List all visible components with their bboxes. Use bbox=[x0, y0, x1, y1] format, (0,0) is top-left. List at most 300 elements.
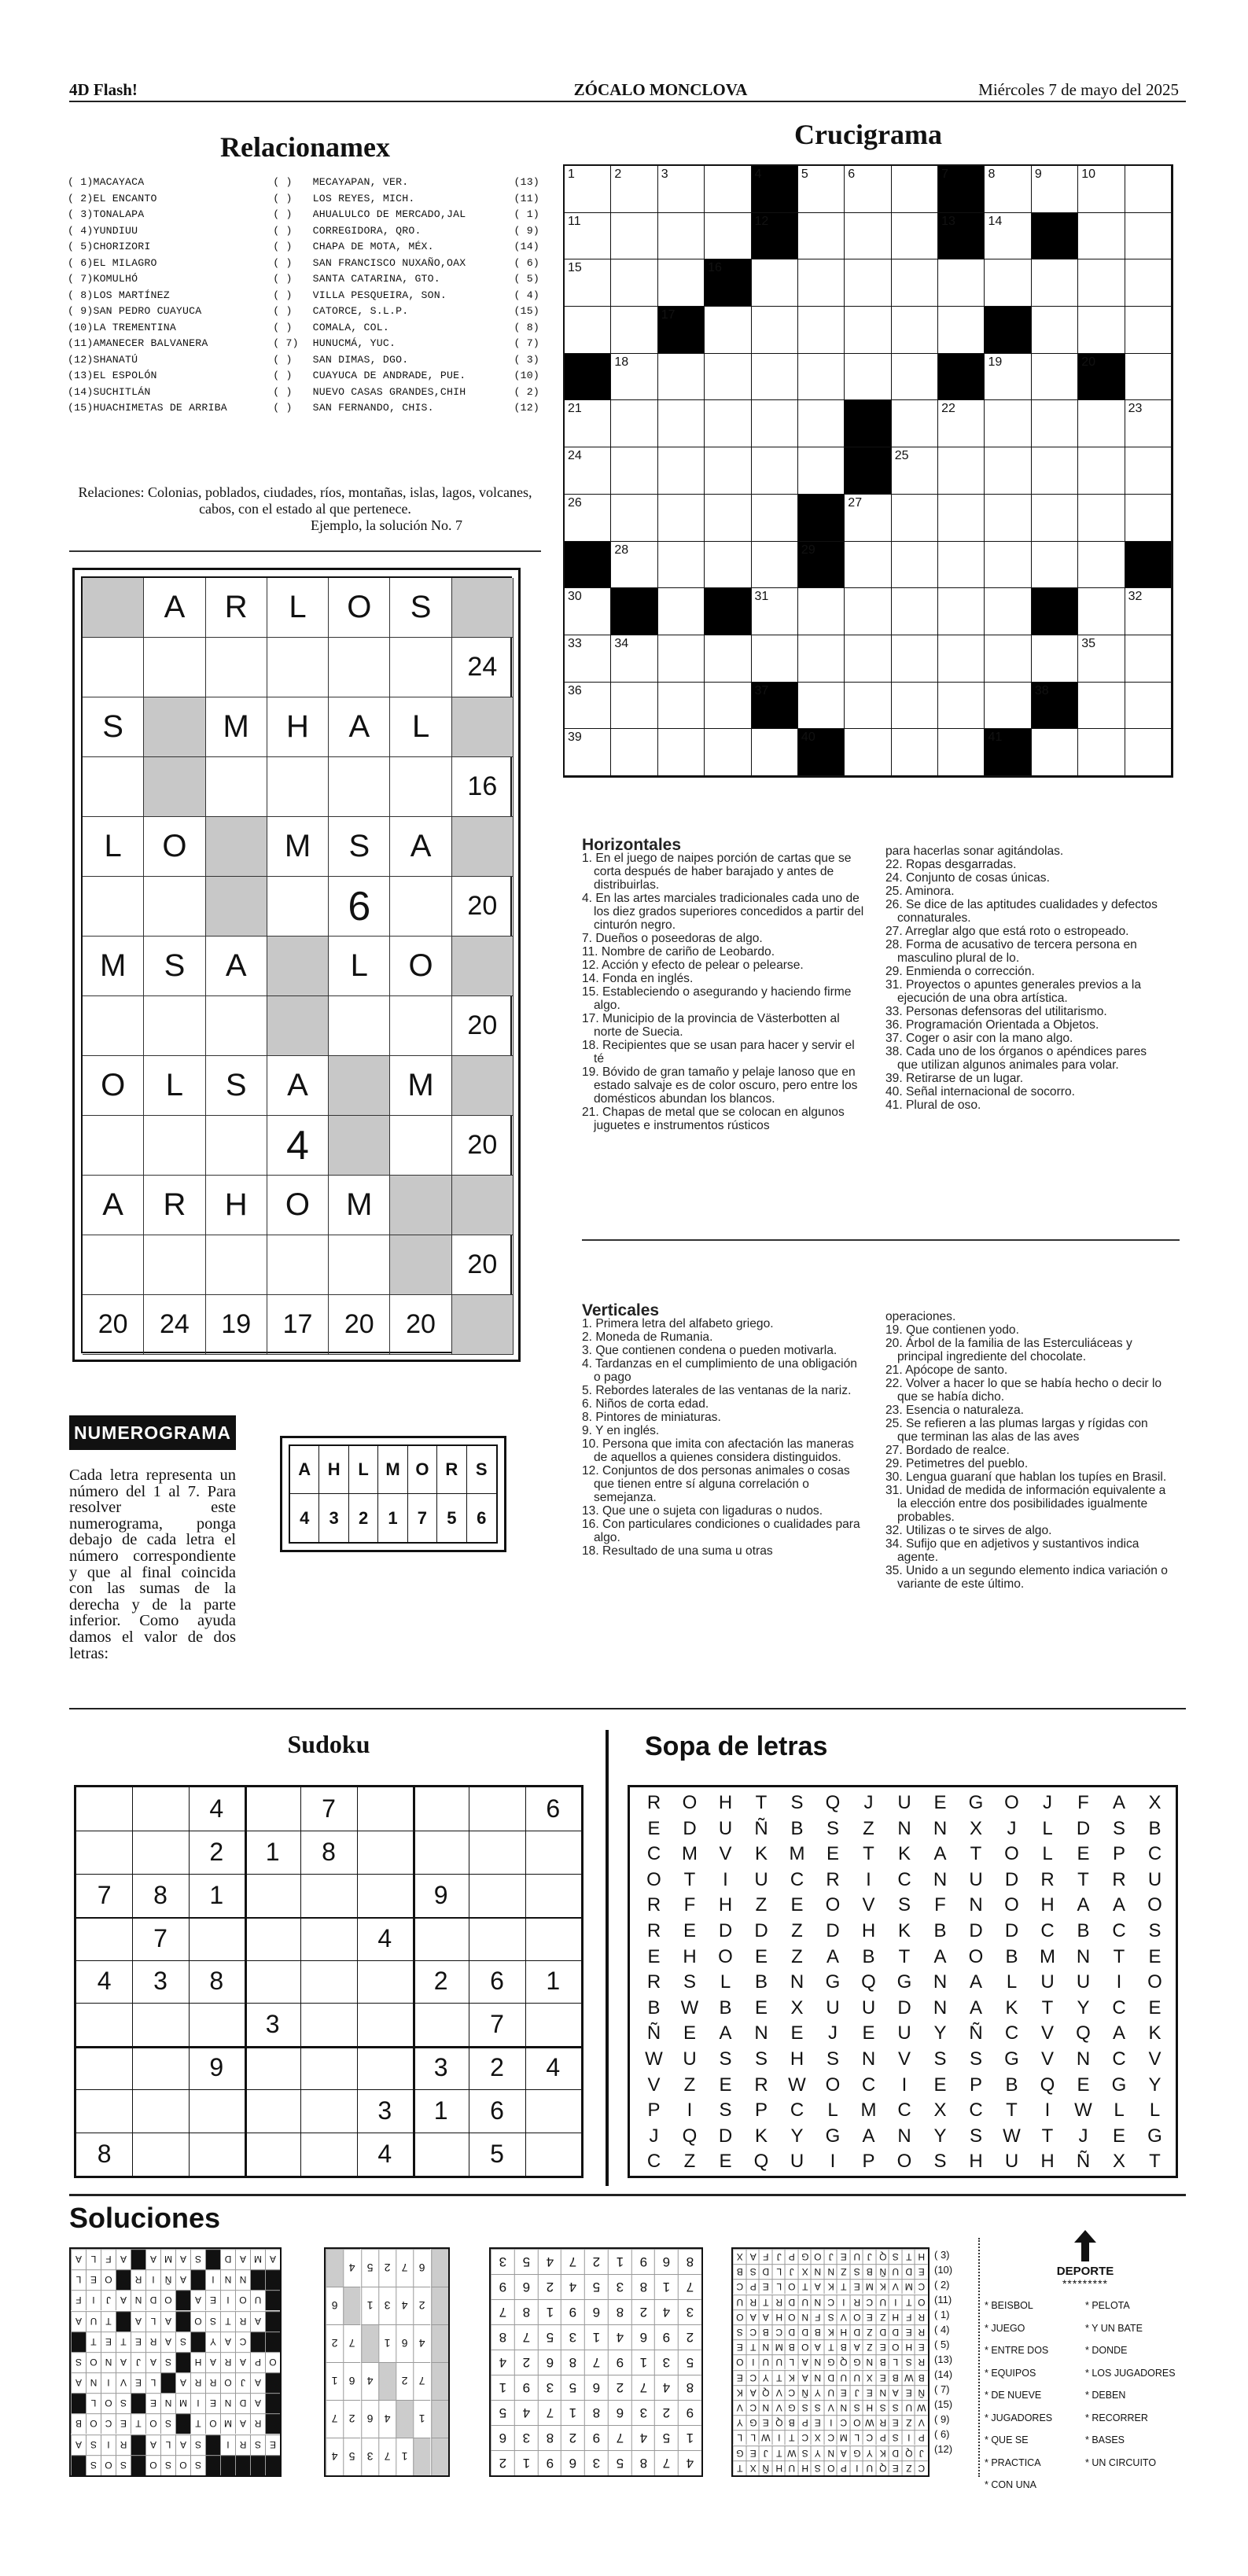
word-search-letter: E bbox=[683, 1920, 696, 1941]
solution-cell bbox=[205, 2434, 220, 2455]
solution-rel-number: (12) bbox=[934, 2443, 953, 2455]
numerograma-cell bbox=[452, 937, 514, 996]
solution-cell: T bbox=[785, 2430, 798, 2445]
word-search-letter: M bbox=[682, 1843, 698, 1865]
solution-cell: N bbox=[863, 2354, 876, 2369]
word-search-letter: K bbox=[1005, 1996, 1018, 2018]
word-search-letter: P bbox=[1112, 1843, 1125, 1865]
crossword-cell bbox=[752, 259, 798, 307]
word-search-grid bbox=[628, 1785, 1178, 2178]
solution-cell: I bbox=[220, 2290, 235, 2310]
crossword-cell bbox=[892, 729, 938, 776]
word-search-letter: Q bbox=[753, 2151, 769, 2173]
solution-cell: E bbox=[265, 2434, 280, 2455]
solution-cell: 6 bbox=[584, 2299, 608, 2324]
solution-cell: S bbox=[811, 2460, 824, 2475]
crossword-cell bbox=[705, 635, 751, 683]
crossword-cell bbox=[658, 400, 705, 447]
solution-cell bbox=[131, 2455, 145, 2475]
word-search-letter: O bbox=[1147, 1971, 1162, 1993]
word-search-letter: R bbox=[826, 1868, 840, 1890]
solution-cell bbox=[116, 2311, 131, 2331]
solution-cell: A bbox=[811, 2339, 824, 2354]
crossword-cell bbox=[798, 259, 845, 307]
word-search-letter: Y bbox=[790, 2125, 804, 2147]
word-search-letter: N bbox=[754, 2022, 768, 2044]
word-search-letter: Y bbox=[933, 2125, 947, 2147]
word-search-letter: K bbox=[897, 1920, 911, 1941]
crossword-cell bbox=[798, 683, 845, 730]
numerograma-cell bbox=[206, 638, 267, 697]
numerograma-cell bbox=[329, 1235, 390, 1295]
solution-cell: H bbox=[889, 2309, 902, 2324]
solution-cell: C bbox=[235, 2331, 250, 2352]
word-search-letter: K bbox=[754, 2125, 768, 2147]
solution-cell: S bbox=[116, 2393, 131, 2413]
solution-cell: 6 bbox=[326, 2287, 343, 2324]
word-search-letter: B bbox=[862, 1945, 875, 1967]
solution-cell: 9 bbox=[561, 2299, 584, 2324]
key-letter: A bbox=[290, 1446, 319, 1494]
word-search-letter: W bbox=[788, 2074, 806, 2096]
solution-cell: A bbox=[759, 2309, 772, 2324]
sudoku-grid bbox=[74, 1785, 584, 2178]
word-search-letter: P bbox=[647, 2099, 661, 2122]
solution-cell: N bbox=[220, 2393, 235, 2413]
solution-cell: R bbox=[876, 2415, 889, 2430]
crossword-black-cell bbox=[1125, 542, 1172, 589]
numerograma-cell: 24 bbox=[144, 1295, 205, 1355]
solution-cell: S bbox=[160, 2455, 175, 2475]
crossword-cell bbox=[985, 588, 1031, 635]
solution-cell: R bbox=[190, 2372, 205, 2393]
sudoku-given: 8 bbox=[209, 1967, 224, 1996]
crossword-cell bbox=[1032, 542, 1078, 589]
word-search-letter: B bbox=[754, 1971, 768, 1993]
crossword-cell bbox=[892, 542, 938, 589]
crossword-black-cell bbox=[705, 588, 751, 635]
solution-cell: 8 bbox=[678, 2375, 701, 2400]
solution-cell: P bbox=[785, 2249, 798, 2264]
solution-cell: E bbox=[746, 2445, 760, 2460]
solution-cell: K bbox=[876, 2445, 889, 2460]
crossword-black-cell bbox=[1032, 213, 1078, 260]
solution-cell: T bbox=[86, 2331, 101, 2352]
rel-item: (11)AMANECER BALVANERA bbox=[68, 337, 208, 349]
sudoku-given: 3 bbox=[153, 1967, 168, 1996]
solution-cell: S bbox=[889, 2249, 902, 2264]
word-search-letter: A bbox=[826, 1945, 839, 1967]
numerograma-cell: O bbox=[267, 1176, 329, 1235]
rel-number: (15) bbox=[514, 305, 539, 317]
crossword-cell bbox=[705, 400, 751, 447]
numerograma-cell bbox=[144, 996, 205, 1056]
word-search-letter: Ñ bbox=[646, 2022, 661, 2044]
solution-cell: H bbox=[863, 2400, 876, 2415]
word-search-letter: E bbox=[719, 2074, 732, 2096]
word-search-letter: U bbox=[969, 1868, 983, 1890]
solution-rel-number: ( 6) bbox=[934, 2428, 950, 2440]
word-search-letter: V bbox=[862, 1894, 875, 1916]
rel-answer-slot: ( ) bbox=[273, 273, 293, 285]
solution-cell: D bbox=[759, 2264, 772, 2279]
rel-state: VILLA PESQUEIRA, SON. bbox=[312, 289, 447, 301]
solution-cell bbox=[175, 2352, 190, 2372]
relacionamex-row bbox=[68, 271, 539, 288]
word-search-letter: K bbox=[754, 1843, 768, 1865]
sudoku-given: 1 bbox=[265, 1837, 280, 1866]
solution-cell: B bbox=[759, 2324, 772, 2339]
word-search-letter: E bbox=[1077, 2074, 1090, 2096]
word-search-letter: G bbox=[1147, 2125, 1162, 2147]
crossword-cell bbox=[892, 307, 938, 354]
word-search-letter: Q bbox=[825, 1792, 841, 1813]
clue-text: 21. Chapas de metal que se colocan en algunos juguetes e instrumentos rústicos bbox=[582, 1106, 845, 1132]
solution-cell: A bbox=[746, 2249, 760, 2264]
numerograma-cell bbox=[390, 1235, 451, 1295]
solution-cell: Z bbox=[863, 2339, 876, 2354]
clue-text: 31. Proyectos o apuntes generales previos a la ejecución de una obra artística. bbox=[885, 978, 1142, 1005]
word-search-letter: W bbox=[680, 1996, 699, 2018]
solution-cell: A bbox=[746, 2385, 760, 2400]
solution-cell bbox=[265, 2372, 280, 2393]
word-list-title: DEPORTE bbox=[1056, 2265, 1114, 2278]
crossword-cell bbox=[1125, 213, 1172, 260]
crossword-clue-number: 16 bbox=[708, 261, 722, 275]
solution-cell bbox=[413, 2438, 430, 2475]
numerograma-cell bbox=[144, 1116, 205, 1176]
solution-cell: X bbox=[863, 2370, 876, 2385]
solution-cell: Z bbox=[902, 2460, 915, 2475]
solution-cell: S bbox=[824, 2309, 838, 2324]
solution-cell: R bbox=[116, 2434, 131, 2455]
solution-cell: I bbox=[101, 2434, 116, 2455]
solution-cell bbox=[265, 2393, 280, 2413]
solution-cell: P bbox=[250, 2352, 265, 2372]
solution-cell: W bbox=[902, 2370, 915, 2385]
solution-cell: I bbox=[889, 2294, 902, 2309]
crossword-clue-number: 5 bbox=[801, 167, 808, 181]
relacionamex-row bbox=[68, 288, 539, 304]
word-search-letter: D bbox=[1076, 1817, 1091, 1839]
crossword-cell bbox=[611, 683, 657, 730]
solution-cell: W bbox=[863, 2415, 876, 2430]
solution-cell: S bbox=[160, 2352, 175, 2372]
sudoku-given: 2 bbox=[490, 2053, 504, 2082]
crossword-clue-number: 29 bbox=[801, 543, 815, 557]
solution-cell: 4 bbox=[326, 2438, 343, 2475]
crossword-black-cell bbox=[845, 400, 891, 447]
solution-cell: C bbox=[101, 2413, 116, 2434]
clue-text: 22. Ropas desgarradas. bbox=[885, 858, 1017, 871]
clue-text: 26. Se dice de las aptitudes cualidades y defectos connaturales. bbox=[885, 898, 1158, 925]
solution-cell: Q bbox=[876, 2249, 889, 2264]
solution-cell bbox=[235, 2455, 250, 2475]
solution-cell: A bbox=[160, 2311, 175, 2331]
rel-answer-slot: ( 7) bbox=[273, 337, 299, 349]
numerograma-cell bbox=[83, 578, 144, 638]
solution-cell: O bbox=[101, 2393, 116, 2413]
clue-text: 17. Municipio de la provincia de Västerbotten al norte de Suecia. bbox=[582, 1012, 840, 1039]
crossword-clue-number: 39 bbox=[568, 730, 582, 745]
key-letter: S bbox=[467, 1446, 496, 1494]
sudoku-given: 2 bbox=[433, 1967, 448, 1996]
rel-item: ( 3)TONALAPA bbox=[68, 208, 145, 220]
solution-cell: R bbox=[915, 2324, 928, 2339]
crossword-clue-number: 7 bbox=[941, 167, 948, 181]
solution-cell: F bbox=[101, 2249, 116, 2269]
solution-cell: U bbox=[863, 2460, 876, 2475]
solution-cell: B bbox=[785, 2339, 798, 2354]
solution-cell: 1 bbox=[678, 2425, 701, 2450]
rel-number: ( 8) bbox=[514, 321, 539, 333]
solution-cell: S bbox=[116, 2455, 131, 2475]
clue-text: 4. Tardanzas en el cumplimiento de una obligación o pago bbox=[582, 1357, 857, 1384]
crossword-cell bbox=[1078, 400, 1125, 447]
solution-cell: I bbox=[220, 2434, 235, 2455]
word-search-letter: E bbox=[790, 2022, 804, 2044]
numerograma-cell bbox=[390, 996, 451, 1056]
solution-cell: 6 bbox=[413, 2249, 430, 2287]
numerograma-cell bbox=[390, 757, 451, 817]
solution-cell: C bbox=[772, 2324, 786, 2339]
word-search-letter: E bbox=[1077, 1843, 1090, 1865]
solution-cell: N bbox=[86, 2372, 101, 2393]
crossword-cell bbox=[985, 495, 1031, 542]
crossword-cell bbox=[938, 542, 985, 589]
rel-state: SANTA CATARINA, GTO. bbox=[312, 273, 440, 285]
numerograma-cell bbox=[267, 937, 329, 996]
solution-cell: A bbox=[798, 2354, 812, 2369]
solution-cell: T bbox=[759, 2294, 772, 2309]
solution-cell: D bbox=[902, 2264, 915, 2279]
solution-cell: 8 bbox=[631, 2450, 655, 2475]
relacionamex-row bbox=[68, 256, 539, 272]
word-search-letter: V bbox=[719, 1843, 732, 1865]
word-list-item: * BEISBOL bbox=[985, 2300, 1033, 2311]
solution-cell: M bbox=[863, 2279, 876, 2294]
solution-cell: G bbox=[850, 2445, 863, 2460]
solution-cell: Y bbox=[811, 2385, 824, 2400]
solution-cell: C bbox=[798, 2430, 812, 2445]
word-search-letter: E bbox=[683, 2022, 696, 2044]
word-search-letter: Y bbox=[1077, 1996, 1090, 2018]
crossword-cell bbox=[938, 729, 985, 776]
crossword-cell bbox=[752, 447, 798, 495]
word-search-letter: J bbox=[649, 2125, 659, 2147]
rel-number: ( 5) bbox=[514, 273, 539, 285]
solution-cell: 4 bbox=[343, 2249, 360, 2287]
clue-text: 3. Que contienen condena o pueden motivarla. bbox=[582, 1344, 838, 1357]
crossword-cell bbox=[705, 447, 751, 495]
clue-text: 29. Petimetres del pueblo. bbox=[885, 1457, 1029, 1470]
word-search-letter: W bbox=[1074, 2099, 1092, 2122]
solution-cell: J bbox=[863, 2249, 876, 2264]
solution-cell: 6 bbox=[396, 2324, 413, 2362]
word-search-letter: Z bbox=[863, 1817, 874, 1839]
numerograma-cell: M bbox=[267, 817, 329, 877]
word-list-stars: ********* bbox=[1062, 2277, 1109, 2290]
solution-cell: N bbox=[131, 2290, 145, 2310]
word-search-letter: R bbox=[754, 2074, 768, 2096]
crossword-cell bbox=[705, 213, 751, 260]
word-search-letter: U bbox=[897, 1792, 911, 1813]
word-search-letter: E bbox=[862, 2022, 875, 2044]
word-search-letter: T bbox=[898, 1945, 911, 1967]
crossword-cell bbox=[892, 354, 938, 401]
solution-cell: 8 bbox=[561, 2350, 584, 2375]
word-search-letter: C bbox=[1112, 2048, 1126, 2070]
rel-number: ( 7) bbox=[514, 337, 539, 349]
horizontales-list-cont bbox=[885, 845, 1169, 1112]
word-search-letter: D bbox=[1004, 1920, 1019, 1941]
word-list-item: * QUE SE bbox=[985, 2434, 1029, 2445]
crossword-cell bbox=[611, 729, 657, 776]
solution-cell: R bbox=[746, 2294, 760, 2309]
relacionamex-row bbox=[68, 385, 539, 401]
verticales-list bbox=[582, 1317, 865, 1558]
crossword-cell bbox=[611, 495, 657, 542]
word-search-letter: Z bbox=[683, 2151, 696, 2173]
solution-cell: C bbox=[746, 2324, 760, 2339]
solution-cell: L bbox=[160, 2434, 175, 2455]
numerograma-cell: O bbox=[329, 578, 390, 638]
key-letter: R bbox=[437, 1446, 466, 1494]
solution-cell: Ñ bbox=[759, 2460, 772, 2475]
crossword-cell bbox=[845, 683, 891, 730]
solution-cell: F bbox=[902, 2309, 915, 2324]
crossword-cell bbox=[985, 683, 1031, 730]
numerograma-cell bbox=[144, 697, 205, 757]
solution-cell: O bbox=[811, 2249, 824, 2264]
key-letter: H bbox=[319, 1446, 348, 1494]
word-search-letter: I bbox=[687, 2099, 693, 2122]
solution-rel-number: (11) bbox=[934, 2294, 952, 2306]
word-search-letter: D bbox=[969, 1920, 983, 1941]
crossword-cell bbox=[938, 635, 985, 683]
solution-cell: Y bbox=[863, 2445, 876, 2460]
solution-cell: V bbox=[837, 2309, 850, 2324]
solution-cell: 4 bbox=[654, 2299, 678, 2324]
word-search-letter: F bbox=[934, 1894, 946, 1916]
word-search-letter: H bbox=[861, 1920, 876, 1941]
crossword-cell bbox=[1125, 447, 1172, 495]
word-search-letter: S bbox=[826, 2048, 839, 2070]
solution-cell: N bbox=[824, 2264, 838, 2279]
word-search-letter: U bbox=[1076, 1971, 1091, 1993]
solution-cell: A bbox=[798, 2370, 812, 2385]
crossword-clue-number: 32 bbox=[1128, 590, 1143, 604]
crossword-cell bbox=[705, 729, 751, 776]
solution-cell: 5 bbox=[608, 2450, 631, 2475]
word-search-letter: S bbox=[683, 1971, 696, 1993]
rel-state: SAN DIMAS, DGO. bbox=[312, 353, 409, 366]
solution-cell: N bbox=[811, 2354, 824, 2369]
solution-cell: O bbox=[785, 2309, 798, 2324]
solution-cell: S bbox=[798, 2400, 812, 2415]
solution-cell: U bbox=[850, 2370, 863, 2385]
numerograma-cell: H bbox=[267, 697, 329, 757]
solution-cell: J bbox=[785, 2264, 798, 2279]
word-search-letter: I bbox=[830, 2151, 836, 2173]
numerograma-cell: 20 bbox=[452, 996, 514, 1056]
solution-cell: 6 bbox=[561, 2450, 584, 2475]
crossword-clue-number: 9 bbox=[1034, 167, 1042, 181]
word-search-letter: S bbox=[897, 1894, 911, 1916]
solution-cell: 6 bbox=[584, 2375, 608, 2400]
word-search-letter: N bbox=[1076, 2048, 1091, 2070]
solution-cell: S bbox=[190, 2249, 205, 2269]
crossword-cell bbox=[892, 588, 938, 635]
sudoku-given: 4 bbox=[377, 1923, 392, 1952]
solution-cell: C bbox=[824, 2294, 838, 2309]
word-search-letter: X bbox=[790, 1996, 804, 2018]
crossword-cell bbox=[752, 495, 798, 542]
solution-cell: Q bbox=[837, 2354, 850, 2369]
clue-text: 23. Esencia o naturaleza. bbox=[885, 1404, 1024, 1417]
rel-number: (14) bbox=[514, 241, 539, 252]
solution-cell: Y bbox=[205, 2331, 220, 2352]
crossword-cell bbox=[1032, 635, 1078, 683]
solution-rel-number: (15) bbox=[934, 2398, 953, 2410]
solution-cell: T bbox=[798, 2279, 812, 2294]
clue-text: 27. Bordado de realce. bbox=[885, 1444, 1010, 1457]
crossword-cell bbox=[845, 307, 891, 354]
crossword-cell bbox=[705, 683, 751, 730]
crossword-cell bbox=[705, 307, 751, 354]
solution-cell: 2 bbox=[631, 2299, 655, 2324]
solution-cell: 2 bbox=[343, 2400, 360, 2438]
numerograma-cell: M bbox=[206, 697, 267, 757]
crossword-cell bbox=[658, 447, 705, 495]
solution-cell: C bbox=[915, 2460, 928, 2475]
numerograma-cell: 6 bbox=[329, 877, 390, 937]
solution-cell: G bbox=[850, 2354, 863, 2369]
solution-cell: 8 bbox=[514, 2299, 538, 2324]
crossword-clue-number: 19 bbox=[988, 355, 1003, 369]
word-search-letter: A bbox=[969, 1971, 982, 1993]
solution-cell: Y bbox=[759, 2370, 772, 2385]
numerograma-cell: S bbox=[390, 578, 451, 638]
word-search-letter: C bbox=[1004, 2022, 1019, 2044]
word-list-item: * RECORRER bbox=[1085, 2412, 1148, 2423]
solution-cell: 4 bbox=[561, 2274, 584, 2299]
word-search-letter: K bbox=[897, 1843, 911, 1865]
rel-item: ( 8)LOS MARTÍNEZ bbox=[68, 289, 170, 301]
crossword-cell bbox=[938, 588, 985, 635]
word-search-letter: T bbox=[970, 1843, 982, 1865]
word-search-letter: J bbox=[1078, 2125, 1088, 2147]
sudoku-given: 7 bbox=[153, 1923, 168, 1952]
word-search-letter: E bbox=[1112, 2125, 1125, 2147]
crossword-clue-number: 17 bbox=[661, 308, 676, 322]
solution-cell: I bbox=[86, 2290, 101, 2310]
solution-cell: J bbox=[915, 2445, 928, 2460]
word-search-letter: R bbox=[646, 1894, 661, 1916]
word-search-letter: S bbox=[790, 1792, 804, 1813]
word-search-letter: C bbox=[969, 2099, 983, 2122]
solution-cell: S bbox=[889, 2400, 902, 2415]
solution-cell: 7 bbox=[631, 2375, 655, 2400]
solution-cell bbox=[250, 2455, 265, 2475]
solution-cell: Q bbox=[902, 2445, 915, 2460]
crossword-cell bbox=[565, 307, 611, 354]
word-search-letter: D bbox=[826, 1920, 840, 1941]
clue-text: 18. Resultado de una suma u otras bbox=[582, 1544, 773, 1558]
crossword-cell bbox=[611, 447, 657, 495]
crossword-cell bbox=[752, 307, 798, 354]
solution-cell: L bbox=[71, 2269, 86, 2290]
